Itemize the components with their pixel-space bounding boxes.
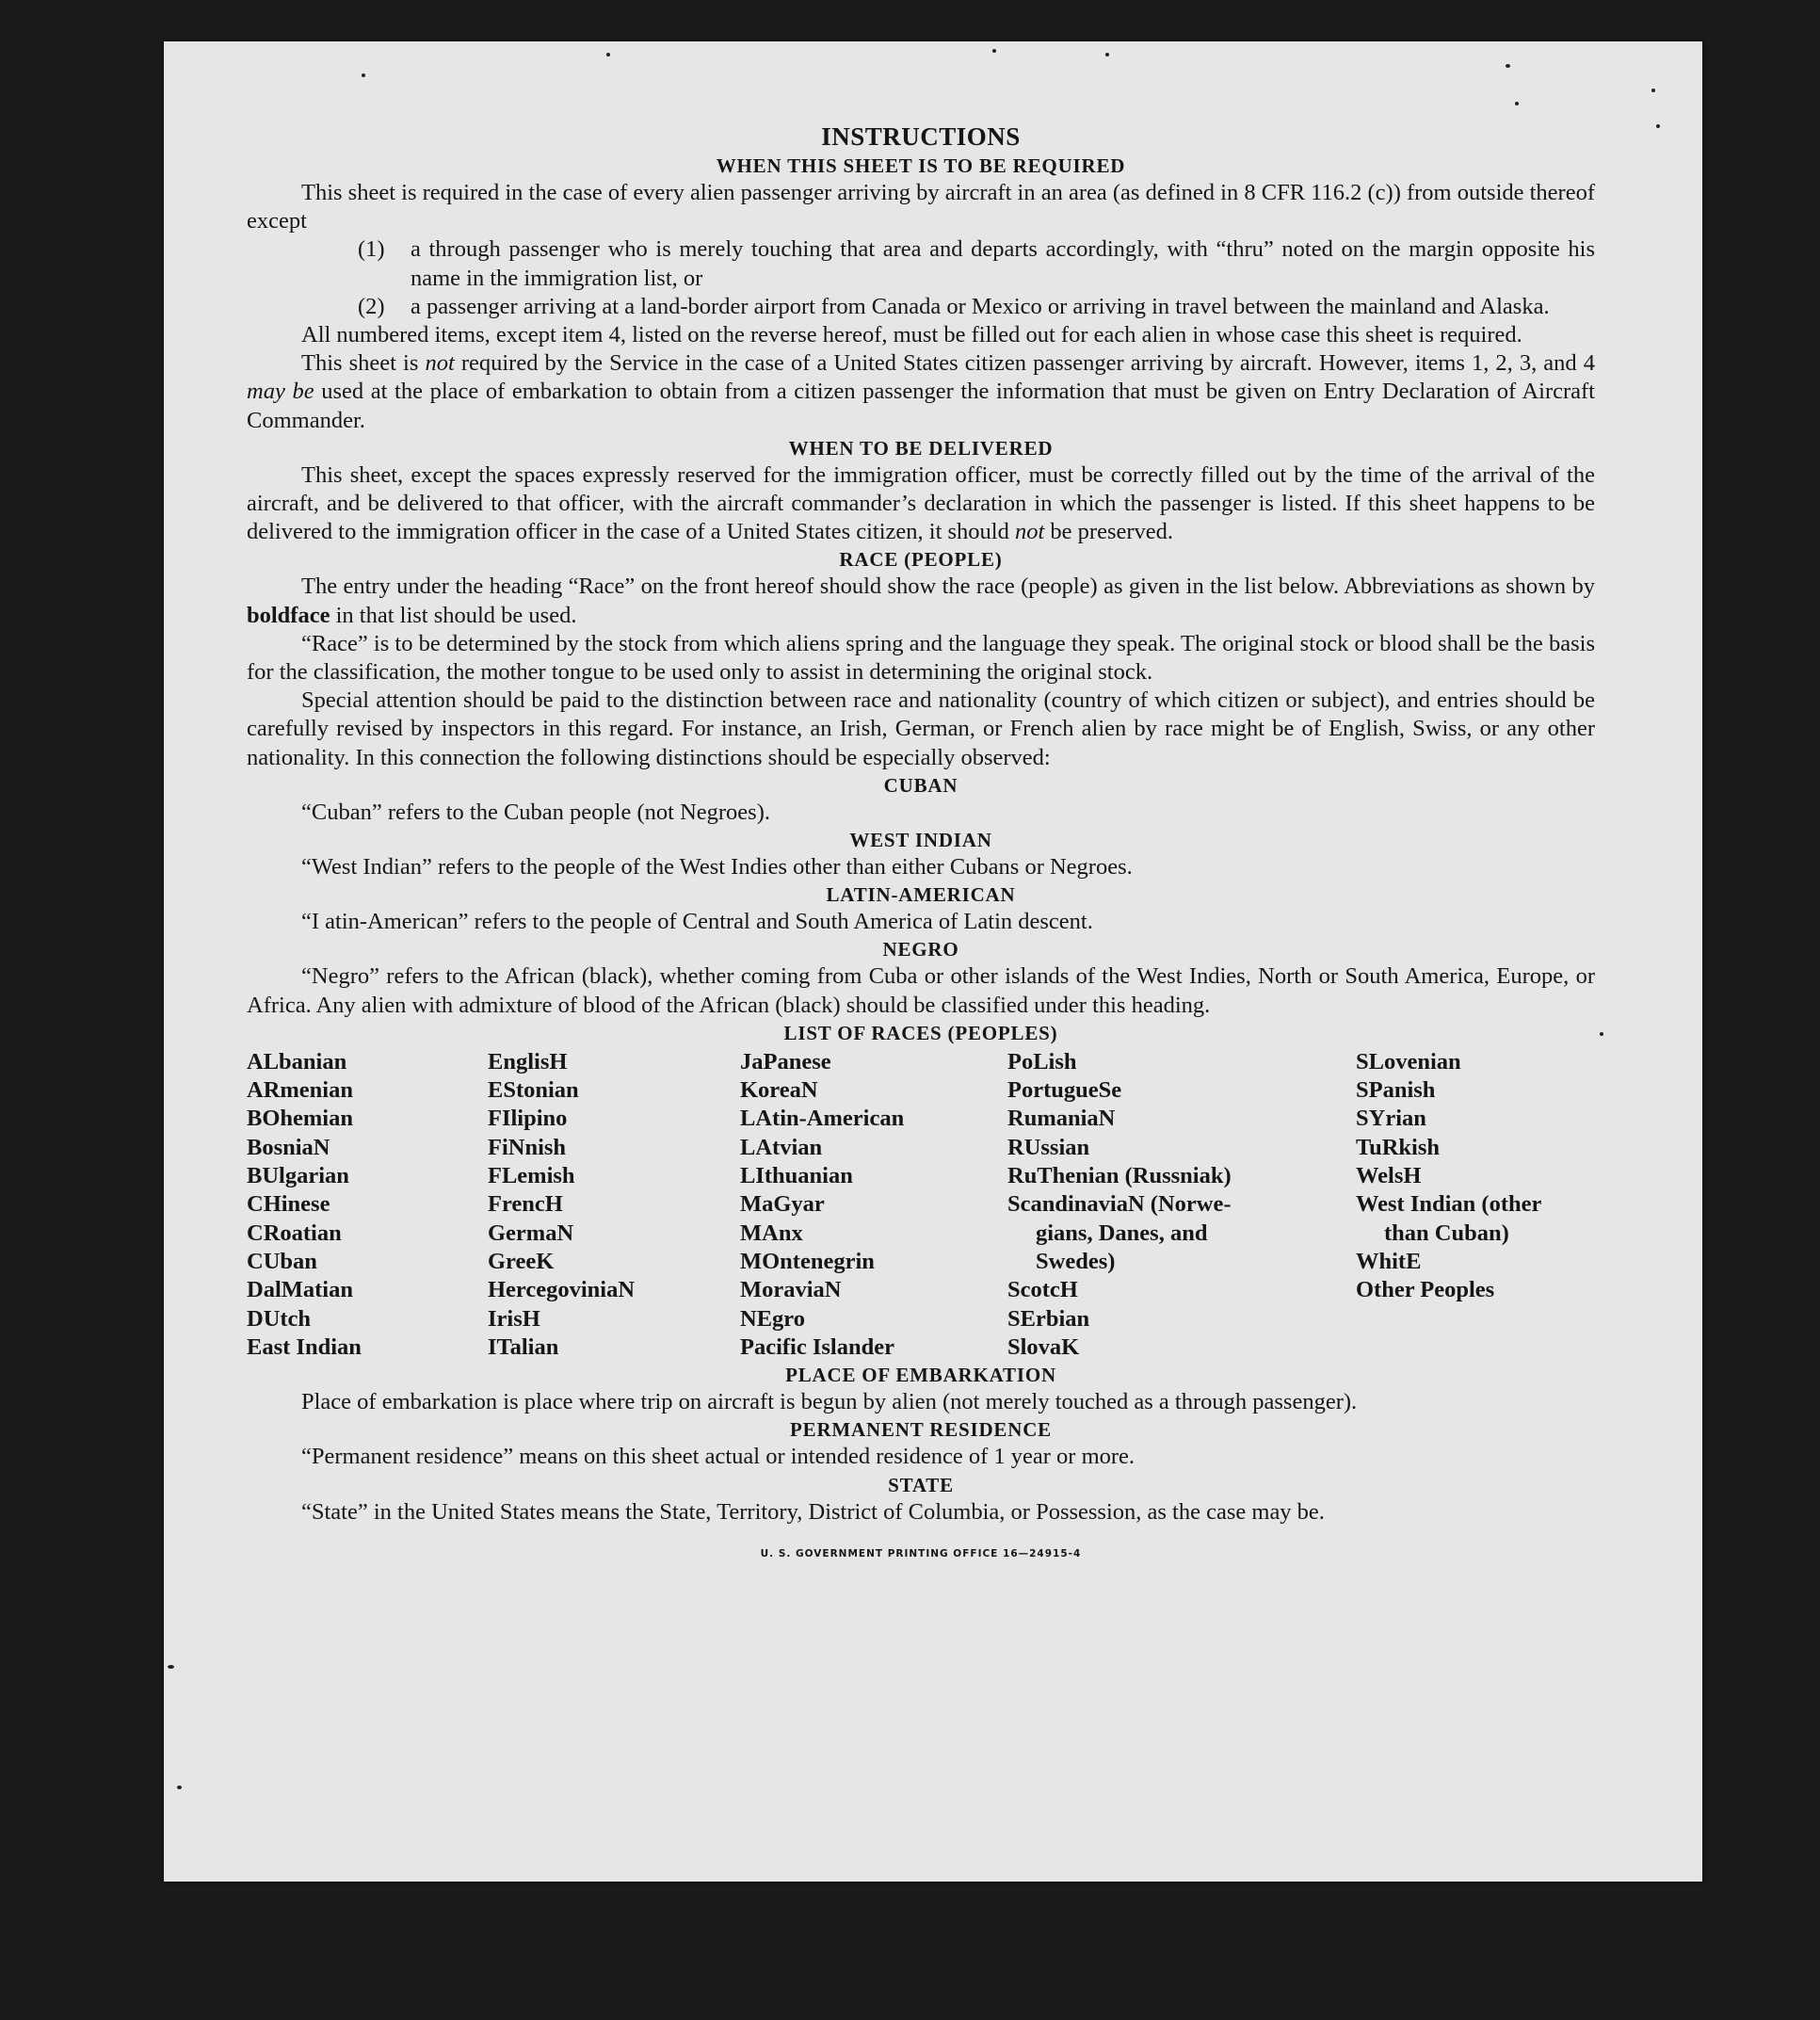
race-entry: West Indian (other [1356, 1191, 1542, 1218]
race-entry: GreeK [488, 1248, 555, 1274]
heading-state: STATE [888, 1473, 954, 1496]
heading-latin-american: LATIN-AMERICAN [826, 883, 1016, 907]
race-paragraph-3: Special attention should be paid to the distinction between race and nationality (country of which citizen or subject), and entries should be carefully revised by inspectors in this regard. For instance, an Irish, German, or French alien by race might be of English, Swiss, or any other nationality. In this connection the following distinctions should be especially observed: [247, 687, 1595, 770]
heading-list-of-races: LIST OF RACES (PEOPLES) [783, 1021, 1058, 1044]
race-entry: RUssian [1007, 1134, 1090, 1160]
instructions-content [247, 121, 1595, 1568]
text-run: used at the place of embarkation to obtain from a citizen passenger the information that must be given on Entry Declaration of Aircraft Commander. [247, 379, 1595, 433]
required-paragraph-1: This sheet is required in the case of every alien passenger arriving by aircraft in an area (as defined in 8 CFR 116.2 (c)) from outside thereof except [247, 180, 1595, 234]
race-entry: MoraviaN [740, 1277, 842, 1303]
exception-text: a through passenger who is merely touching that area and departs accordingly, with “thru” noted on the margin opposite his name in the immigration list, or [411, 236, 1595, 291]
scan-speck [177, 1786, 182, 1789]
race-entry: GermaN [488, 1220, 574, 1246]
race-column-1 [247, 1048, 488, 1362]
state-definition: “State” in the United States means the State, Territory, District of Columbia, or Possession, as the case may be. [301, 1498, 1325, 1525]
race-entry: IrisH [488, 1305, 540, 1332]
race-entry: EStonian [488, 1077, 579, 1104]
race-entry: EnglisH [488, 1048, 568, 1075]
heading-negro: NEGRO [882, 938, 959, 962]
exception-text: a passenger arriving at a land-border airport from Canada or Mexico or arriving in travel between the mainland and Alaska. [411, 293, 1550, 319]
race-entry: MaGyar [740, 1191, 825, 1218]
scan-speck [1105, 53, 1109, 57]
exception-number: (2) [358, 293, 385, 319]
emphasis-not: not [1014, 519, 1045, 545]
heading-west-indian: WEST INDIAN [849, 829, 992, 852]
race-entry: JaPanese [740, 1048, 831, 1075]
race-entry: KoreaN [740, 1077, 818, 1104]
scan-speck [992, 49, 996, 53]
text-run: required by the Service in the case of a United States citizen passenger arriving by aircraft. However, items 1, 2, 3, and 4 [454, 350, 1596, 377]
required-paragraph-3 [247, 349, 1595, 435]
race-entry: MAnx [740, 1220, 803, 1246]
scan-speck [1651, 89, 1655, 92]
heading-when-delivered: WHEN TO BE DELIVERED [788, 436, 1054, 460]
emphasis-not: not [425, 350, 455, 377]
printing-office-footer: U. S. GOVERNMENT PRINTING OFFICE 16—24915-4 [760, 1547, 1082, 1559]
scan-speck [1506, 64, 1510, 68]
race-entry: FiNnish [488, 1134, 567, 1160]
race-entry: ScotcH [1007, 1277, 1078, 1303]
scan-speck [168, 1665, 174, 1669]
text-run: in that list should be used. [330, 602, 577, 628]
west-indian-definition: “West Indian” refers to the people of the West Indies other than either Cubans or Negroes. [301, 854, 1133, 881]
race-entry: RumaniaN [1007, 1106, 1116, 1132]
race-entry: ScandinaviaN (Norwe- [1007, 1191, 1232, 1218]
race-entry: TuRkish [1356, 1134, 1441, 1160]
race-entry: BUlgarian [247, 1163, 349, 1189]
race-entry: CUban [247, 1248, 317, 1274]
race-entry: SErbian [1007, 1305, 1090, 1332]
emphasis-may-be: may be [247, 379, 314, 405]
heading-permanent-residence: PERMANENT RESIDENCE [790, 1418, 1052, 1442]
race-entry: SlovaK [1007, 1333, 1080, 1360]
race-entry: PoLish [1007, 1048, 1077, 1075]
race-entry: WhitE [1356, 1248, 1422, 1274]
race-entry: SLovenian [1356, 1048, 1461, 1075]
residence-definition: “Permanent residence” means on this sheet actual or intended residence of 1 year or more. [301, 1444, 1135, 1470]
latin-american-definition: “I atin-American” refers to the people of Central and South America of Latin descent. [301, 909, 1093, 935]
embarkation-definition: Place of embarkation is place where trip on aircraft is begun by alien (not merely touched as a through passenger). [301, 1389, 1358, 1415]
scan-speck [1656, 124, 1660, 128]
race-paragraph-2: “Race” is to be determined by the stock from which aliens spring and the language they speak. The original stock or blood shall be the basis for the classification, the mother tongue to be used only to assist in determining the original stock. [247, 630, 1595, 686]
race-entry: ARmenian [247, 1077, 353, 1104]
race-column-5 [1356, 1048, 1595, 1362]
emphasis-boldface: boldface [247, 602, 330, 628]
race-entry: FIlipino [488, 1106, 568, 1132]
text-run: This sheet is [301, 350, 426, 377]
race-entry: FLemish [488, 1163, 575, 1189]
exception-item-2 [247, 293, 1595, 321]
race-column-4 [1007, 1048, 1356, 1362]
race-entry-continuation: than Cuban) [1384, 1220, 1509, 1246]
text-run: be preserved. [1044, 519, 1174, 545]
race-entry: LAtin-American [740, 1106, 905, 1132]
race-list [247, 1048, 1595, 1362]
race-column-3 [740, 1048, 1007, 1362]
race-entry: RuThenian (Russniak) [1007, 1163, 1232, 1189]
race-entry: BOhemian [247, 1106, 353, 1132]
race-entry: MOntenegrin [740, 1248, 875, 1274]
heading-cuban: CUBAN [883, 773, 958, 797]
scan-speck [362, 73, 365, 77]
exception-item-1 [247, 235, 1595, 292]
race-column-2 [488, 1048, 740, 1362]
heading-when-required: WHEN THIS SHEET IS TO BE REQUIRED [716, 154, 1126, 177]
race-entry-continuation: gians, Danes, and [1036, 1220, 1208, 1246]
race-entry: ALbanian [247, 1048, 347, 1075]
race-paragraph-1 [247, 573, 1595, 629]
race-entry: PortugueSe [1007, 1077, 1122, 1104]
race-entry: HercegoviniaN [488, 1277, 636, 1303]
race-entry: WelsH [1356, 1163, 1422, 1189]
race-entry: SPanish [1356, 1077, 1436, 1104]
cuban-definition: “Cuban” refers to the Cuban people (not Negroes). [301, 799, 770, 825]
delivered-paragraph [247, 461, 1595, 547]
race-entry: LAtvian [740, 1134, 823, 1160]
race-entry-continuation: Swedes) [1036, 1248, 1116, 1274]
race-entry: FrencH [488, 1191, 563, 1218]
race-entry: Other Peoples [1356, 1277, 1495, 1303]
scan-speck [1600, 1032, 1603, 1036]
text-run: This sheet, except the spaces expressly reserved for the immigration officer, must be correctly filled out by the time of the arrival of the aircraft, and be delivered to that officer, with the aircraft commander’s declaration in which the passenger is listed. If this sheet happens to be delivered to the immigration officer in the case of a United States citizen, it should [247, 461, 1595, 545]
race-entry: East Indian [247, 1333, 362, 1360]
document-sheet [164, 41, 1702, 1882]
race-entry: BosniaN [247, 1134, 330, 1160]
exception-number: (1) [358, 236, 385, 263]
heading-race: RACE (PEOPLE) [839, 548, 1003, 572]
scan-speck [1515, 102, 1519, 105]
page-title: INSTRUCTIONS [821, 122, 1021, 151]
race-entry: SYrian [1356, 1106, 1426, 1132]
negro-definition: “Negro” refers to the African (black), whether coming from Cuba or other islands of the West Indies, North or South America, Europe, or Africa. Any alien with admixture of blood of the African (black) should be classified under this heading. [247, 963, 1595, 1018]
race-entry: Pacific Islander [740, 1333, 894, 1360]
race-entry: ITalian [488, 1333, 559, 1360]
text-run: The entry under the heading “Race” on the front hereof should show the race (people) as given in the list below. Abbreviations as shown by [301, 574, 1595, 600]
race-entry: CHinese [247, 1191, 330, 1218]
required-paragraph-2: All numbered items, except item 4, listed on the reverse hereof, must be filled out for each alien in whose case this sheet is required. [301, 322, 1522, 348]
race-entry: CRoatian [247, 1220, 342, 1246]
scan-speck [606, 53, 610, 57]
race-entry: DalMatian [247, 1277, 353, 1303]
heading-place-of-embarkation: PLACE OF EMBARKATION [785, 1364, 1056, 1387]
race-entry: NEgro [740, 1305, 805, 1332]
race-entry: DUtch [247, 1305, 312, 1332]
race-entry: LIthuanian [740, 1163, 853, 1189]
